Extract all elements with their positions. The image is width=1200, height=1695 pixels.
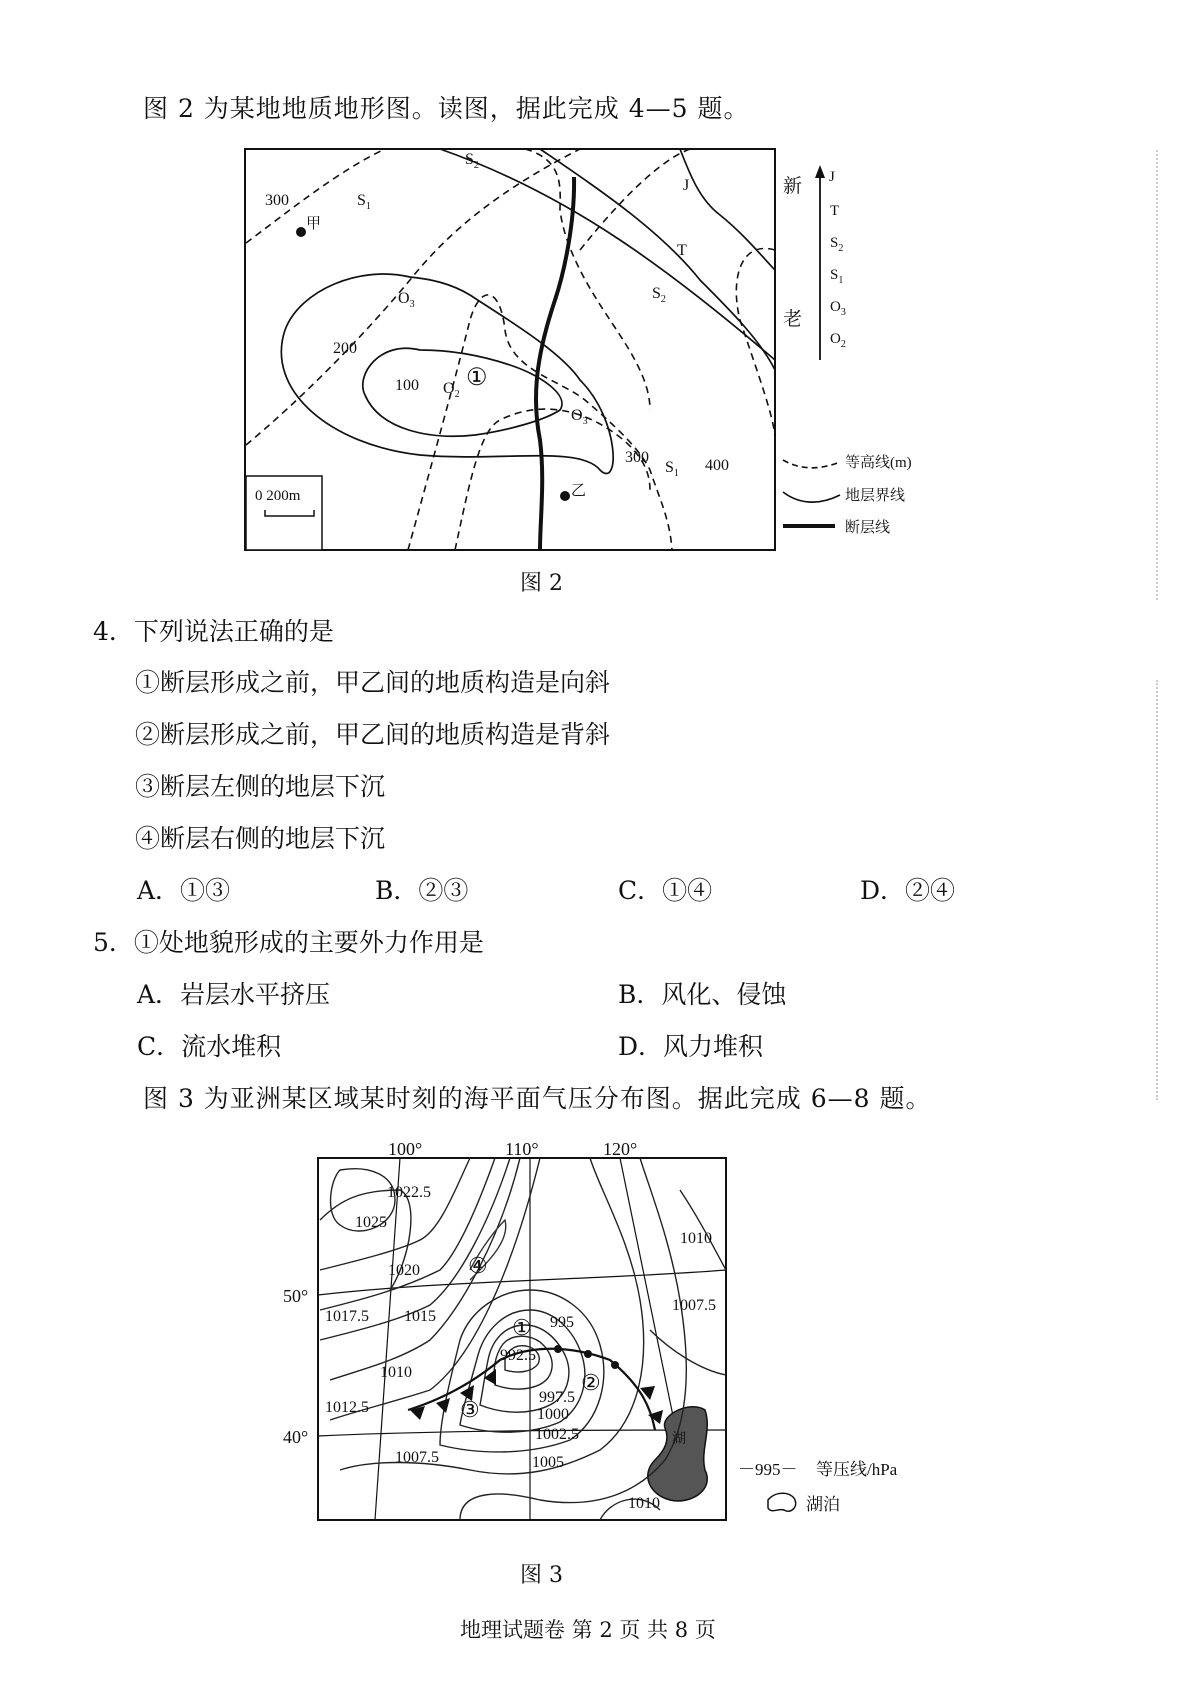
isobar-label-992-5: 992.5 [500,1347,536,1364]
point-label-3: ③ [460,1397,480,1422]
legend-fault-label: 断层线 [845,520,891,536]
isobar-label-995: 995 [550,1314,574,1331]
label-s2-top: $S_2$ [465,151,479,171]
q4-option-a[interactable]: A．①③ [137,876,231,905]
q5-option-a[interactable]: A．岩层水平挤压 [137,980,331,1009]
isobar-label-1005: 1005 [532,1454,564,1471]
lon-120: 120° [603,1139,638,1159]
point-label-4: ④ [468,1253,488,1278]
legend-lake-label: 湖泊 [806,1495,840,1514]
age-arrowhead [815,165,825,178]
label-s1-bottom: $S_1$ [665,459,679,479]
contour-100: 100 [395,377,419,394]
isobar-label-1022-5: 1022.5 [387,1184,431,1201]
isobar-label-1020: 1020 [388,1262,420,1279]
age-layer-t: T [830,203,840,219]
label-o3-right: $O_3$ [571,407,588,427]
q4-item-3: ③断层左侧的地层下沉 [135,772,386,801]
fig2-caption: 图 2 [520,571,563,596]
legend-isobar-label: 等压线/hPa [816,1460,898,1479]
q4-option-d[interactable]: D．②④ [860,876,956,905]
isobar-label-1007-5-south: 1007.5 [395,1449,439,1466]
isobar-label-1000: 1000 [537,1406,569,1423]
legend-boundary-line [783,492,840,502]
point-label-1: ① [512,1315,532,1340]
contour-300-top: 300 [265,192,289,209]
isobar-label-1002-5: 1002.5 [535,1426,579,1443]
isobar-label-1012-5: 1012.5 [325,1399,369,1416]
page-footer: 地理试题卷 第 2 页 共 8 页 [460,1618,716,1642]
fig3-intro: 图 3 为亚洲某区域某时刻的海平面气压分布图。据此完成 6—8 题。 [143,1084,932,1113]
geology-map [0,0,1200,600]
q4-item-4: ④断层右侧的地层下沉 [135,824,386,853]
lat-40: 40° [283,1427,309,1447]
label-t: T [677,242,687,259]
isobar-label-997-5: 997.5 [539,1389,575,1406]
label-s1-top: $S_1$ [357,192,371,212]
isobar-label-1010-west: 1010 [380,1364,412,1381]
age-old-label: 老 [783,309,803,330]
label-circle-1: ① [466,365,488,391]
point-yi [560,491,570,501]
age-new-label: 新 [783,176,803,197]
q4-option-b[interactable]: B．②③ [375,876,469,905]
isobar-label-1025: 1025 [355,1214,387,1231]
isobar-label-1017-5: 1017.5 [325,1308,369,1325]
label-j: J [683,177,690,194]
label-jia: 甲 [306,216,322,232]
lon-110: 110° [505,1139,539,1159]
scale-label: 0 200m [255,488,301,504]
point-jia [296,227,306,237]
isobar-label-1015: 1015 [404,1308,436,1325]
legend-lake-icon [768,1493,796,1511]
lat-50: 50° [283,1286,309,1306]
legend-boundary-label: 地层界线 [845,488,906,504]
age-layer-j: J [829,169,835,185]
isobar-label-1007-5-east: 1007.5 [672,1297,716,1314]
q4-item-2: ②断层形成之前，甲乙间的地质构造是背斜 [135,720,611,749]
point-label-2: ② [581,1370,601,1395]
age-layer-o2: $O_2$ [830,331,846,350]
q4-option-c[interactable]: C．①④ [618,876,713,905]
legend-contour-line [783,460,840,468]
lake-mark: 湖 [672,1432,686,1447]
legend-isobar-sample: －995－ [738,1460,798,1479]
margin-dots-1 [1156,150,1158,600]
q5-option-c[interactable]: C．流水堆积 [137,1032,282,1061]
age-layer-s1: $S_1$ [830,267,844,286]
contour-200: 200 [333,340,357,357]
isobar-label-1010-east: 1010 [680,1230,712,1247]
q5-stem: 5．①处地貌形成的主要外力作用是 [93,928,484,957]
fig2-intro: 图 2 为某地地质地形图。读图，据此完成 4—5 题。 [143,94,750,123]
label-o3-left: $O_3$ [398,290,415,310]
label-s2-right: $S_2$ [652,285,666,305]
q5-option-b[interactable]: B．风化、侵蚀 [618,980,787,1009]
contour-400: 400 [705,457,729,474]
age-layer-s2: $S_2$ [830,235,844,254]
lon-100: 100° [388,1139,423,1159]
label-yi: 乙 [571,483,587,499]
q4-item-1: ①断层形成之前，甲乙间的地质构造是向斜 [135,668,611,697]
q5-option-d[interactable]: D．风力堆积 [618,1032,764,1061]
age-layer-o3: $O_3$ [830,299,846,318]
pressure-map [0,1130,1200,1560]
margin-dots-2 [1156,680,1158,1100]
q4-stem: 4．下列说法正确的是 [93,617,334,646]
contour-300-bottom: 300 [625,449,649,466]
legend-contour-label: 等高线(m) [845,455,912,471]
label-o2: $O_2$ [443,380,460,400]
isobar-label-1010-southeast: 1010 [628,1495,660,1512]
fig3-caption: 图 3 [520,1563,563,1588]
